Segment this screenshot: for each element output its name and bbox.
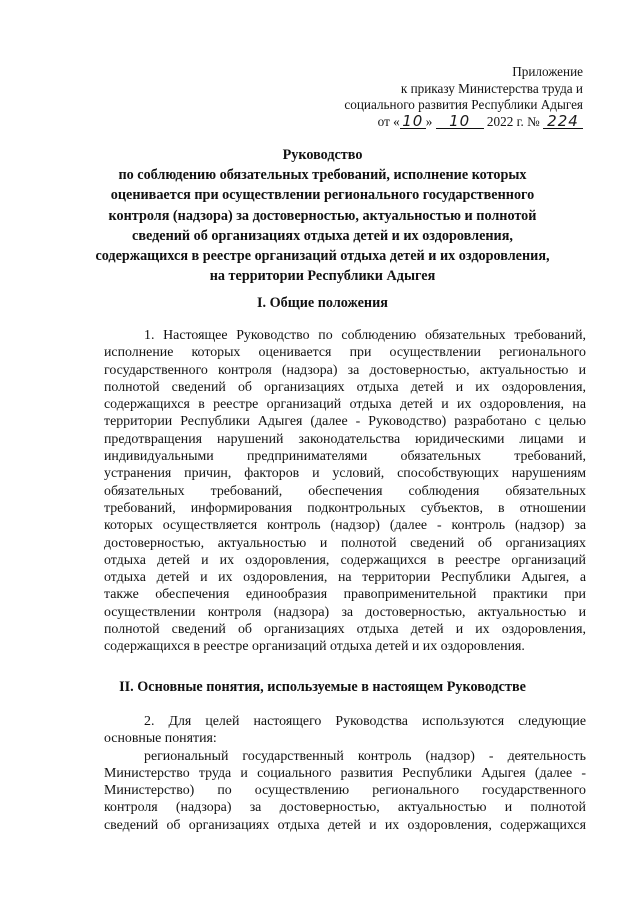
paragraph-line: исполнение которых оценивается при осуществлении регионального [104, 345, 586, 361]
title-line: на территории Республики Адыгея [209, 268, 436, 285]
paragraph-line: предотвращения нарушений законодательства юридическими лицами и [104, 431, 586, 447]
paragraph-line: полнотой сведений об организациях отдыха детей и их оздоровления, [104, 379, 586, 395]
handwritten-number: 224 [543, 114, 583, 129]
paragraph-line: Министерство труда и социального развития Республики Адыгея (далее - [104, 765, 586, 781]
date-mid: » [425, 113, 433, 129]
appendix-order-ref: к приказу Министерства труда и [400, 80, 583, 96]
paragraph-line: основные понятия: [104, 731, 217, 747]
section-1-body [104, 327, 586, 656]
paragraph-line: также обеспечения единообразия правоприменительной практики при [104, 587, 586, 603]
title-line: оценивается при осуществлении регионального государственного [110, 187, 535, 204]
title-line: Руководство [282, 147, 363, 163]
paragraph-line: достоверностью, актуальностью и полнотой сведений об организациях [104, 535, 586, 551]
appendix-block [344, 64, 583, 130]
paragraph-line: устранения причин, факторов и условий, способствующих нарушениям [104, 466, 586, 482]
paragraph-line: отдыха детей и их оздоровления, на территории Республики Адыгея, а [104, 570, 586, 586]
paragraph-line: региональный государственный контроль (надзор) - деятельность [144, 748, 586, 764]
title-line: по соблюдению обязательных требований, исполнение которых [118, 167, 527, 184]
handwritten-day: 10 [400, 114, 426, 129]
appendix-date-line [344, 111, 583, 131]
paragraph-line: осуществлении контроля (надзора) за достоверностью, актуальностью и [104, 604, 586, 620]
paragraph-line: Министерство) по осуществлению регионального государственного [104, 783, 586, 799]
paragraph-line: государственного контроля (надзора) за достоверностью, актуальностью и [104, 362, 586, 378]
paragraph-line: 2. Для целей настоящего Руководства используются следующие [144, 714, 586, 729]
section-2-body [104, 713, 586, 834]
paragraph-line: индивидуальными предпринимателями обязательных требований, [104, 449, 586, 465]
appendix-label: Приложение [512, 64, 583, 79]
document-title [60, 145, 585, 286]
paragraph-line: которых осуществляется контроль (надзор) (далее - контроль (надзор) за [104, 518, 586, 534]
paragraph-line: обязательных требований, обеспечения соблюдения обязательных [104, 483, 586, 499]
appendix-ministry: социального развития Республики Адыгея [344, 97, 583, 112]
paragraph-line: содержащихся в реестре организаций отдыха детей и их оздоровления. [104, 639, 525, 655]
paragraph-line: контроля (надзора) за достоверностью, актуальностью и полнотой [104, 800, 586, 816]
date-prefix: от « [377, 113, 400, 129]
paragraph-line: содержащихся в реестре организаций отдыха детей и их оздоровления, на [104, 397, 586, 413]
paragraph-line: требований, информирования подконтрольных субъектов, в отношении [104, 500, 586, 516]
title-line: контроля (надзора) за достоверностью, актуальностью и полнотой [108, 207, 537, 224]
paragraph-line: полнотой сведений об организациях отдыха детей и их оздоровления, [104, 622, 586, 638]
paragraph-line: сведений об организациях отдыха детей и их оздоровления, содержащихся [104, 817, 586, 833]
section-1-heading: I. Общие положения [257, 295, 388, 311]
title-line: сведений об организациях отдыха детей и их оздоровления, [132, 227, 513, 244]
paragraph-line: отдыха детей и их оздоровления, содержащихся в реестре организаций [104, 552, 586, 568]
paragraph-line: территории Республики Адыгея (далее - Руководство) разработано с целью [104, 414, 586, 430]
date-year: 2022 г. № [486, 113, 540, 129]
section-2-heading: II. Основные понятия, используемые в настоящем Руководстве [119, 679, 526, 695]
paragraph-line: 1. Настоящее Руководство по соблюдению обязательных требований, [144, 328, 586, 343]
title-line: содержащихся в реестре организаций отдыха детей и их оздоровления, [95, 248, 550, 265]
handwritten-month: 10 [436, 114, 484, 129]
